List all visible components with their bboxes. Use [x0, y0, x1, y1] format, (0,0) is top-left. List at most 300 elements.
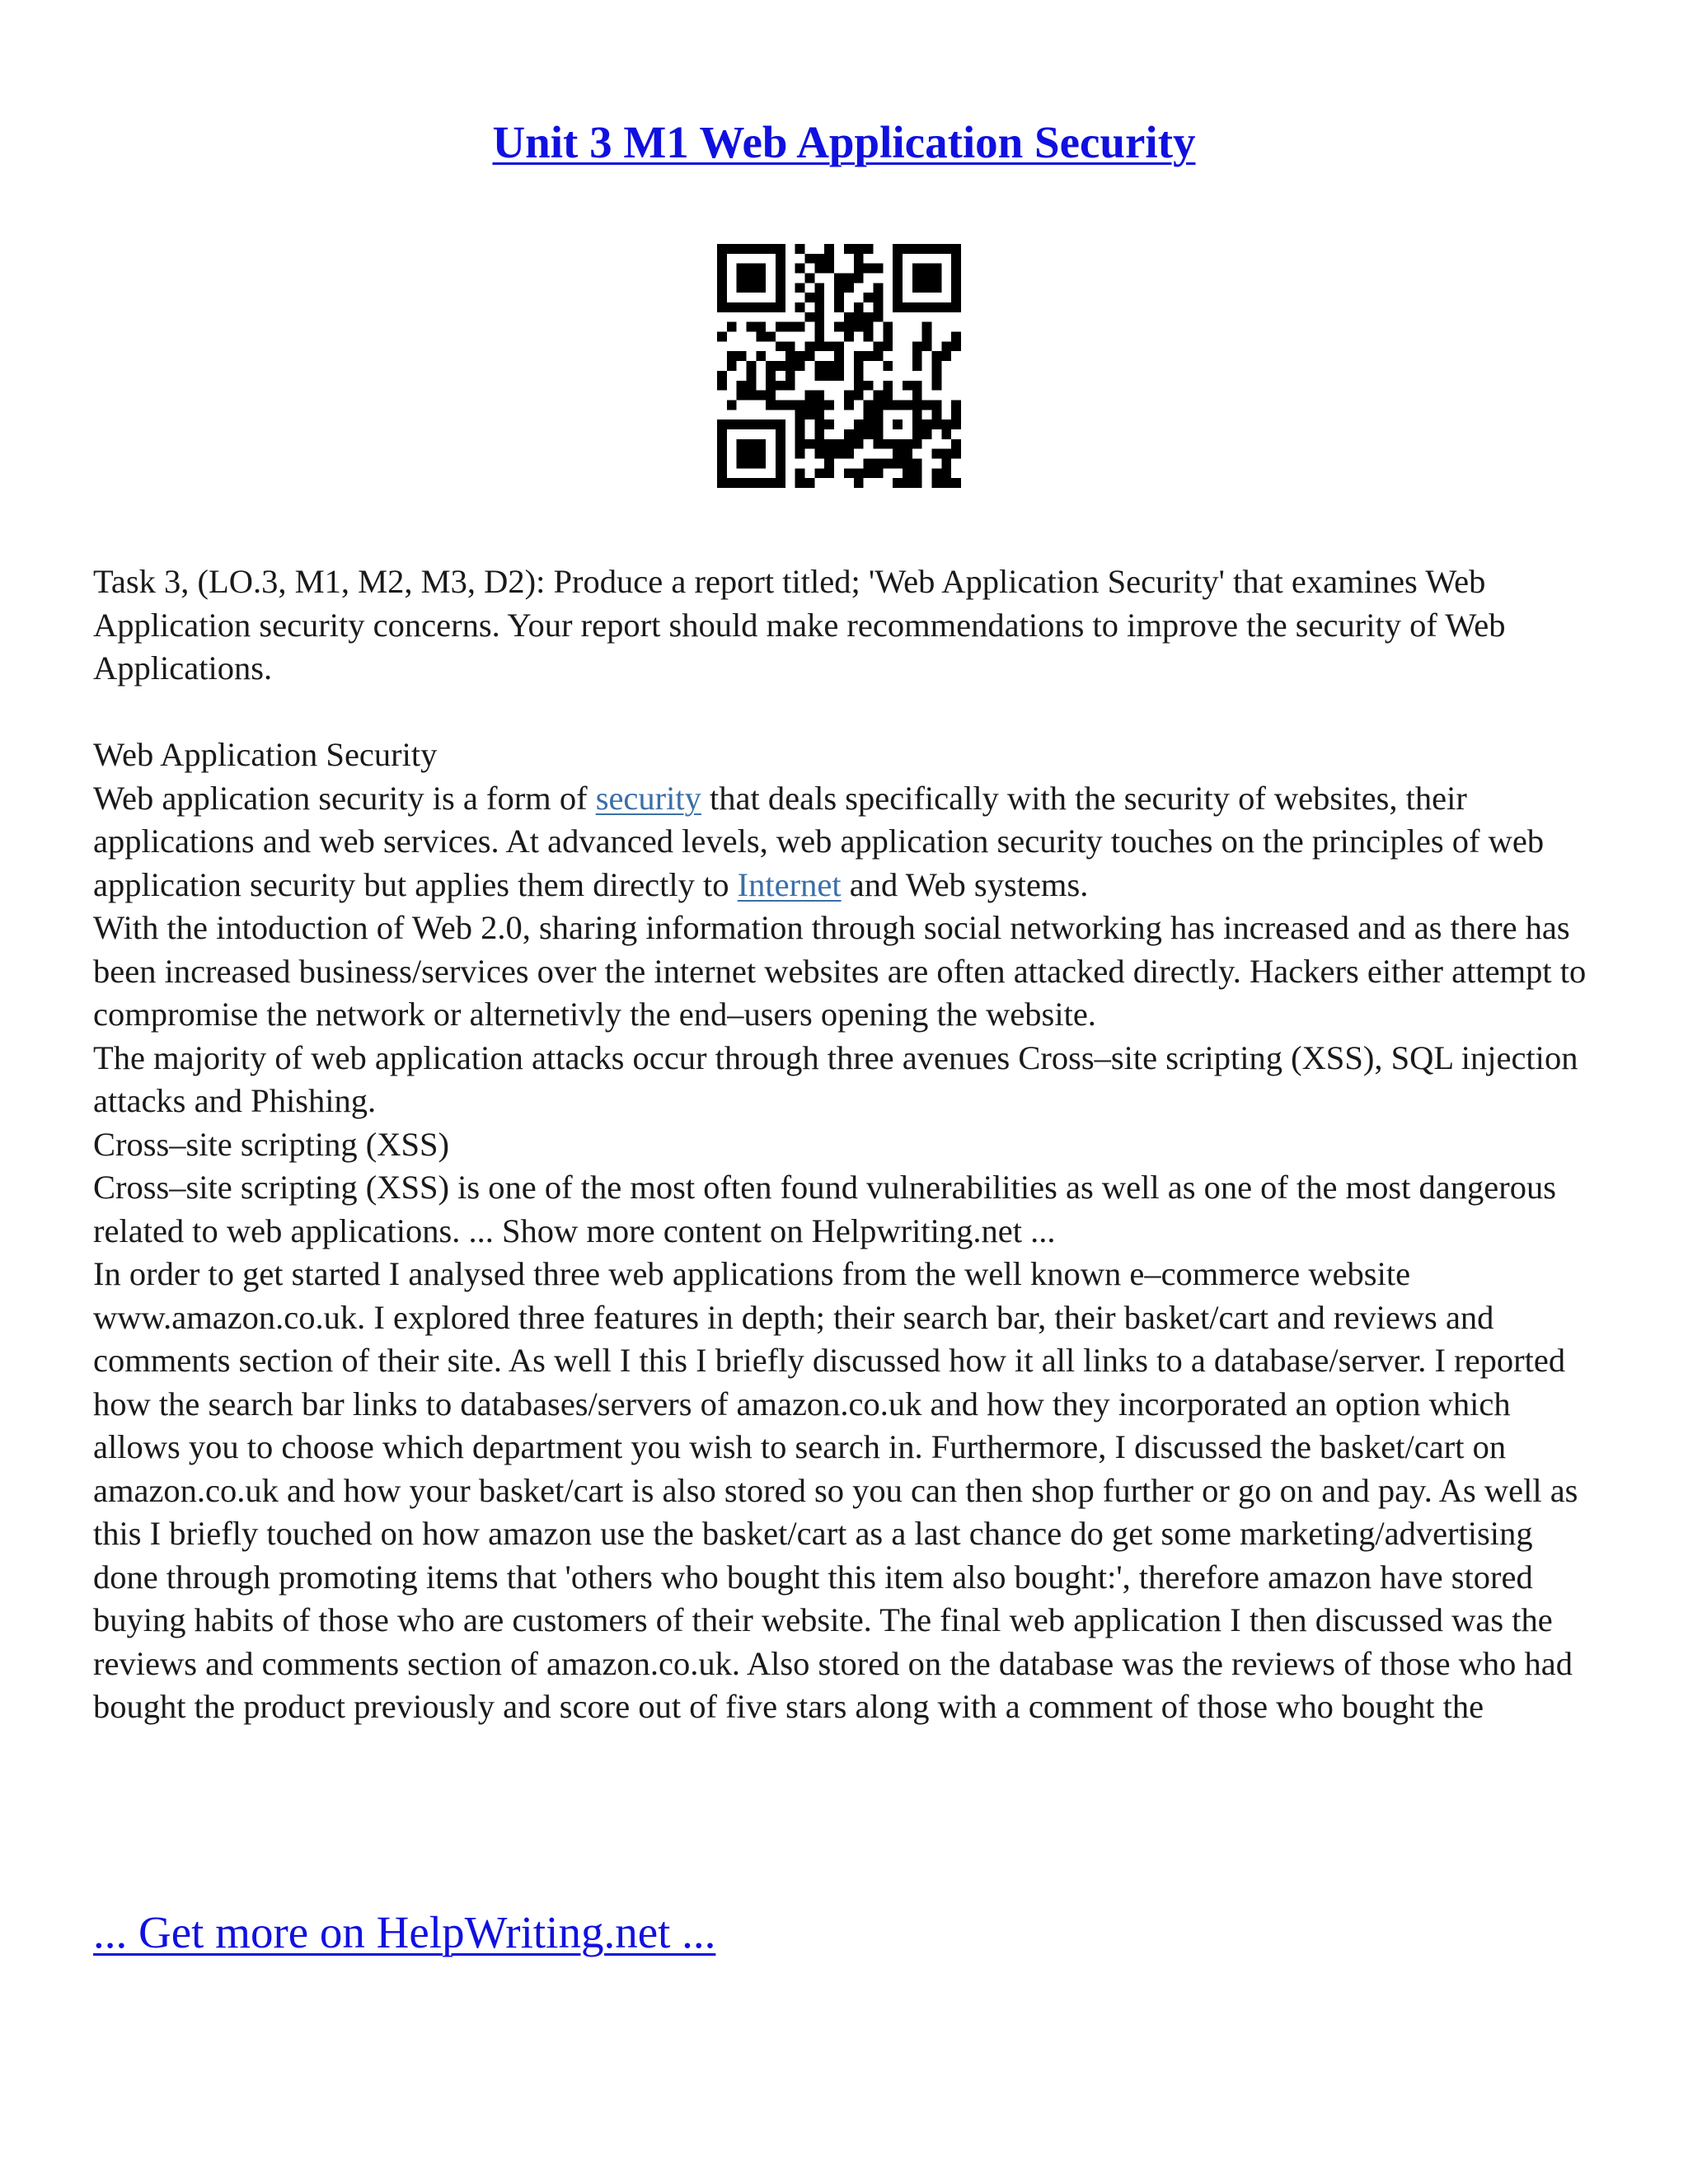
- qr-module: [776, 449, 785, 459]
- qr-module: [756, 274, 766, 284]
- qr-module: [873, 400, 883, 410]
- qr-module: [854, 419, 864, 429]
- qr-module: [795, 361, 805, 371]
- qr-module: [864, 468, 874, 478]
- qr-module: [756, 478, 766, 488]
- qr-module: [814, 341, 824, 351]
- qr-module: [795, 400, 805, 410]
- qr-module: [873, 419, 883, 429]
- qr-module: [785, 361, 795, 371]
- qr-module: [844, 449, 854, 459]
- qr-module: [824, 458, 834, 468]
- qr-module: [912, 391, 922, 401]
- qr-module: [737, 478, 747, 488]
- qr-module: [814, 371, 824, 381]
- qr-module: [824, 244, 834, 254]
- qr-module: [737, 244, 747, 254]
- qr-module: [883, 458, 893, 468]
- qr-module: [776, 302, 785, 312]
- qr-module: [931, 302, 941, 312]
- qr-module: [893, 264, 903, 274]
- qr-module: [776, 400, 785, 410]
- qr-module: [844, 244, 854, 254]
- qr-module: [814, 312, 824, 322]
- page-title: [0, 114, 1688, 171]
- qr-module: [785, 341, 795, 351]
- qr-module: [912, 478, 922, 488]
- qr-module: [951, 264, 961, 274]
- qr-module: [931, 283, 941, 293]
- qr-module: [844, 312, 854, 322]
- qr-module: [747, 381, 757, 391]
- qr-module: [864, 293, 874, 302]
- qr-module: [766, 400, 776, 410]
- qr-module: [922, 274, 932, 284]
- qr-module: [737, 391, 747, 401]
- qr-module: [814, 332, 824, 342]
- qr-module: [737, 439, 747, 449]
- qr-module: [814, 264, 824, 274]
- qr-module: [814, 322, 824, 332]
- qr-module: [824, 254, 834, 264]
- qr-module: [893, 449, 903, 459]
- qr-module: [776, 274, 785, 284]
- qr-module: [776, 264, 785, 274]
- qr-module: [717, 293, 727, 302]
- qr-module: [931, 264, 941, 274]
- qr-module: [747, 371, 757, 381]
- qr-module: [903, 458, 912, 468]
- qr-module: [737, 458, 747, 468]
- qr-module: [883, 322, 893, 332]
- qr-module: [951, 244, 961, 254]
- qr-module: [766, 419, 776, 429]
- qr-module: [727, 400, 737, 410]
- qr-module: [795, 410, 805, 419]
- qr-module: [931, 419, 941, 429]
- qr-module: [776, 439, 785, 449]
- qr-module: [814, 419, 824, 429]
- qr-module: [903, 244, 912, 254]
- qr-module: [795, 264, 805, 274]
- qr-module: [931, 371, 941, 381]
- qr-module: [727, 478, 737, 488]
- qr-module: [756, 332, 766, 342]
- qr-module: [776, 361, 785, 371]
- qr-module: [814, 254, 824, 264]
- qr-module: [854, 381, 864, 391]
- qr-module: [785, 351, 795, 361]
- qr-module: [931, 449, 941, 459]
- qr-module: [824, 371, 834, 381]
- qr-module: [893, 439, 903, 449]
- qr-module: [864, 400, 874, 410]
- web20-paragraph: With the intoduction of Web 2.0, sharing information through social networking has increased and as there has been increased business/services over the internet websites are often attacked directly. Hackers either attempt to compromise the network or alternetivly the end–users opening the website.: [93, 909, 1587, 1033]
- qr-module: [912, 400, 922, 410]
- qr-module: [766, 371, 776, 381]
- qr-module: [903, 478, 912, 488]
- qr-module: [854, 302, 864, 312]
- qr-module: [931, 468, 941, 478]
- qr-module: [922, 283, 932, 293]
- qr-module: [814, 302, 824, 312]
- qr-module: [747, 264, 757, 274]
- qr-module: [951, 478, 961, 488]
- qr-module: [931, 274, 941, 284]
- qr-module: [951, 341, 961, 351]
- qr-module: [951, 419, 961, 429]
- qr-module: [912, 381, 922, 391]
- qr-module: [814, 391, 824, 401]
- qr-module: [747, 458, 757, 468]
- qr-module: [931, 244, 941, 254]
- qr-module: [912, 429, 922, 439]
- qr-module: [805, 254, 815, 264]
- qr-module: [785, 400, 795, 410]
- qr-module: [717, 264, 727, 274]
- qr-module: [805, 312, 815, 322]
- qr-module: [912, 302, 922, 312]
- qr-module: [747, 361, 757, 371]
- qr-module: [903, 449, 912, 459]
- qr-module: [814, 449, 824, 459]
- qr-module: [844, 439, 854, 449]
- qr-module: [912, 419, 922, 429]
- qr-module: [893, 419, 903, 429]
- qr-module: [747, 391, 757, 401]
- qr-module: [844, 400, 854, 410]
- qr-module: [737, 274, 747, 284]
- qr-module: [941, 302, 951, 312]
- qr-module: [873, 468, 883, 478]
- qr-module: [912, 439, 922, 449]
- qr-module: [756, 244, 766, 254]
- qr-module: [834, 439, 844, 449]
- qr-module: [864, 458, 874, 468]
- get-more-link[interactable]: ... Get more on HelpWriting.net ...: [93, 1907, 716, 1957]
- qr-module: [941, 449, 951, 459]
- qr-module: [814, 400, 824, 410]
- qr-module: [805, 293, 815, 302]
- qr-module: [893, 458, 903, 468]
- intro-paragraph: [93, 777, 1601, 907]
- qr-module: [912, 458, 922, 468]
- qr-module: [854, 361, 864, 371]
- qr-module: [766, 302, 776, 312]
- qr-module: [873, 391, 883, 401]
- qr-module: [776, 322, 785, 332]
- qr-module: [805, 351, 815, 361]
- qr-module: [854, 244, 864, 254]
- qr-module: [854, 264, 864, 274]
- qr-module: [824, 419, 834, 429]
- qr-module: [854, 371, 864, 381]
- qr-module: [776, 458, 785, 468]
- qr-module: [727, 361, 737, 371]
- qr-module: [941, 419, 951, 429]
- qr-module: [776, 381, 785, 391]
- qr-module: [912, 468, 922, 478]
- qr-module: [756, 283, 766, 293]
- qr-module: [951, 449, 961, 459]
- qr-module: [844, 391, 854, 401]
- qr-module: [756, 449, 766, 459]
- qr-module: [795, 283, 805, 293]
- qr-module: [814, 283, 824, 293]
- qr-module: [922, 332, 932, 342]
- qr-module: [834, 274, 844, 284]
- qr-module: [951, 332, 961, 342]
- qr-module: [747, 322, 757, 332]
- qr-module: [776, 254, 785, 264]
- qr-module: [864, 264, 874, 274]
- qr-module: [931, 381, 941, 391]
- qr-module: [854, 478, 864, 488]
- qr-module: [776, 429, 785, 439]
- qr-module: [747, 274, 757, 284]
- qr-module: [776, 478, 785, 488]
- qr-module: [756, 391, 766, 401]
- qr-module: [864, 381, 874, 391]
- qr-code-icon: [717, 244, 961, 488]
- qr-module: [951, 274, 961, 284]
- qr-module: [776, 293, 785, 302]
- amazon-paragraph: In order to get started I analysed three web applications from the well known e–commerce website www.amazon.co.uk. I explored three features in depth; their search bar, their basket/cart and reviews and comments section of their site. As well I this I briefly discussed how it all links to a database/server. I reported how the search bar links to databases/servers of amazon.co.uk and how they incorporated an option which allows you to choose which department you wish to search in. Furthermore, I discussed the basket/cart on amazon.co.uk and how your basket/cart is also stored so you can then shop further or go on and pay. As well as this I briefly touched on how amazon use the basket/cart as a last chance do get some marketing/advertising done through promoting items that 'others who bought this item also bought:', therefore amazon have stored buying habits of those who are customers of their website. The final web application I then discussed was the reviews and comments section of amazon.co.uk. Also stored on the database was the reviews of those who had bought the product previously and score out of five stars along with a comment of those who bought the: [93, 1255, 1578, 1725]
- qr-module: [883, 341, 893, 351]
- qr-module: [893, 293, 903, 302]
- qr-module: [717, 302, 727, 312]
- qr-module: [717, 449, 727, 459]
- qr-module: [717, 458, 727, 468]
- qr-module: [903, 381, 912, 391]
- qr-module: [834, 283, 844, 293]
- qr-module: [873, 439, 883, 449]
- qr-module: [737, 449, 747, 459]
- qr-module: [931, 361, 941, 371]
- qr-module: [854, 391, 864, 401]
- qr-module: [834, 322, 844, 332]
- qr-module: [941, 468, 951, 478]
- qr-module: [873, 410, 883, 419]
- qr-module: [922, 322, 932, 332]
- qr-module: [873, 264, 883, 274]
- qr-module: [766, 361, 776, 371]
- qr-module: [805, 274, 815, 284]
- qr-module: [854, 312, 864, 322]
- qr-module: [854, 439, 864, 449]
- qr-module: [717, 332, 727, 342]
- qr-module: [883, 400, 893, 410]
- qr-module: [854, 274, 864, 284]
- qr-module: [931, 351, 941, 361]
- qr-module: [893, 302, 903, 312]
- document-body: [93, 560, 1601, 1729]
- paragraph-gap: [93, 691, 1601, 734]
- qr-module: [824, 264, 834, 274]
- get-more-link-container: [93, 1904, 715, 1961]
- qr-module: [834, 341, 844, 351]
- qr-module: [795, 302, 805, 312]
- qr-module: [912, 361, 922, 371]
- qr-module: [941, 351, 951, 361]
- qr-module: [951, 439, 961, 449]
- qr-module: [805, 391, 815, 401]
- majority-paragraph: The majority of web application attacks occur through three avenues Cross–site scripting (XSS), SQL injection attacks and Phishing.: [93, 1038, 1578, 1119]
- qr-module: [727, 302, 737, 312]
- qr-module: [795, 244, 805, 254]
- qr-module: [941, 341, 951, 351]
- qr-module: [805, 478, 815, 488]
- qr-module: [814, 361, 824, 371]
- qr-module: [824, 361, 834, 371]
- qr-module: [903, 302, 912, 312]
- qr-module: [883, 361, 893, 371]
- qr-module: [737, 264, 747, 274]
- qr-module: [864, 244, 874, 254]
- qr-module: [854, 429, 864, 439]
- qr-module: [717, 381, 727, 391]
- qr-module: [814, 293, 824, 302]
- qr-module: [941, 429, 951, 439]
- qr-module: [795, 439, 805, 449]
- qr-module: [854, 322, 864, 332]
- qr-module: [854, 468, 864, 478]
- qr-module: [717, 283, 727, 293]
- qr-module: [883, 391, 893, 401]
- qr-module: [805, 410, 815, 419]
- qr-module: [776, 419, 785, 429]
- task-paragraph: Task 3, (LO.3, M1, M2, M3, D2): Produce a report titled; 'Web Application Security' that examines Web Application security concerns. Your report should make recommendations to improve the security of Web Applications.: [93, 563, 1506, 687]
- qr-module: [717, 244, 727, 254]
- qr-module: [766, 332, 776, 342]
- qr-module: [717, 274, 727, 284]
- qr-module: [795, 419, 805, 429]
- qr-module: [864, 419, 874, 429]
- qr-module: [922, 400, 932, 410]
- qr-module: [737, 351, 747, 361]
- qr-module: [737, 302, 747, 312]
- qr-module: [795, 449, 805, 459]
- qr-module: [873, 283, 883, 293]
- qr-module: [756, 439, 766, 449]
- qr-module: [951, 410, 961, 419]
- qr-module: [922, 302, 932, 312]
- qr-module: [844, 332, 854, 342]
- internet-link[interactable]: Internet: [737, 865, 842, 903]
- qr-module: [737, 381, 747, 391]
- qr-module: [941, 478, 951, 488]
- qr-module: [756, 419, 766, 429]
- qr-module: [756, 302, 766, 312]
- qr-module: [912, 341, 922, 351]
- qr-module: [824, 468, 834, 478]
- qr-module: [717, 371, 727, 381]
- qr-module: [893, 274, 903, 284]
- qr-module: [776, 244, 785, 254]
- qr-module: [717, 468, 727, 478]
- qr-module: [795, 351, 805, 361]
- qr-module: [951, 254, 961, 264]
- qr-module: [873, 293, 883, 302]
- qr-module: [776, 468, 785, 478]
- qr-module: [864, 410, 874, 419]
- section-heading: Web Application Security: [93, 736, 438, 773]
- qr-module: [873, 312, 883, 322]
- qr-module: [931, 410, 941, 419]
- qr-module: [747, 449, 757, 459]
- qr-module: [844, 283, 854, 293]
- qr-module: [951, 302, 961, 312]
- qr-module: [747, 478, 757, 488]
- qr-module: [824, 341, 834, 351]
- qr-module: [795, 429, 805, 439]
- qr-module: [893, 254, 903, 264]
- qr-module: [814, 439, 824, 449]
- qr-module: [864, 429, 874, 439]
- qr-module: [766, 381, 776, 391]
- qr-module: [883, 332, 893, 342]
- qr-module: [776, 341, 785, 351]
- qr-module: [727, 351, 737, 361]
- qr-module: [756, 458, 766, 468]
- qr-module: [922, 264, 932, 274]
- qr-module: [873, 302, 883, 312]
- qr-module: [864, 322, 874, 332]
- qr-module: [776, 283, 785, 293]
- qr-module: [727, 322, 737, 332]
- qr-module: [912, 274, 922, 284]
- qr-module: [814, 468, 824, 478]
- qr-module: [922, 244, 932, 254]
- qr-module: [766, 478, 776, 488]
- qr-module: [805, 341, 815, 351]
- qr-module: [727, 419, 737, 429]
- title-link[interactable]: Unit 3 M1 Web Application Security: [492, 117, 1196, 167]
- qr-module: [864, 332, 874, 342]
- qr-module: [785, 322, 795, 332]
- qr-module: [834, 302, 844, 312]
- qr-module: [747, 283, 757, 293]
- qr-module: [893, 283, 903, 293]
- qr-module: [844, 429, 854, 439]
- qr-module: [912, 410, 922, 419]
- qr-module: [814, 410, 824, 419]
- qr-module: [834, 449, 844, 459]
- qr-module: [717, 478, 727, 488]
- qr-module: [805, 439, 815, 449]
- qr-module: [717, 419, 727, 429]
- qr-module: [903, 439, 912, 449]
- qr-module: [931, 400, 941, 410]
- qr-module: [834, 371, 844, 381]
- intro-text-part2: that deals specifically with the security of websites, their applications and web services. At advanced levels, web application security touches on the principles of web application security but applies them directly to: [93, 779, 1545, 903]
- qr-module: [854, 254, 864, 264]
- qr-module: [717, 429, 727, 439]
- intro-text-part3: and Web systems.: [841, 865, 1089, 903]
- qr-module: [737, 419, 747, 429]
- qr-module: [883, 381, 893, 391]
- qr-module: [912, 244, 922, 254]
- qr-module: [912, 283, 922, 293]
- qr-module: [854, 351, 864, 361]
- qr-module: [844, 322, 854, 332]
- qr-module: [727, 244, 737, 254]
- qr-module: [756, 264, 766, 274]
- qr-module: [824, 449, 834, 459]
- qr-module: [747, 439, 757, 449]
- qr-module: [922, 419, 932, 429]
- security-link[interactable]: security: [595, 779, 701, 817]
